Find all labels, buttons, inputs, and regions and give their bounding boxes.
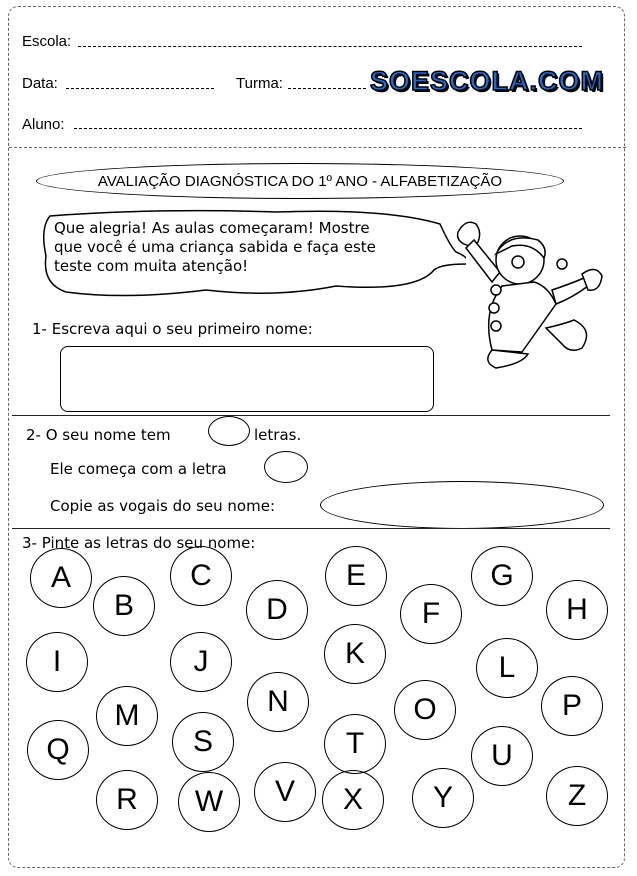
letter-circle-z[interactable]: Z	[546, 766, 608, 826]
question-2-vowels: Copie as vogais do seu nome:	[50, 497, 275, 515]
turma-label: Turma:	[236, 75, 283, 92]
letter-circle-h[interactable]: H	[546, 580, 608, 640]
letter-circle-s[interactable]: S	[172, 712, 234, 772]
vowels-oval[interactable]	[320, 481, 604, 529]
page-title: AVALIAÇÃO DIAGNÓSTICA DO 1º ANO - ALFABETIZAÇÃO	[97, 173, 503, 190]
letter-circle-g[interactable]: G	[471, 546, 533, 606]
divider-2	[12, 528, 610, 529]
letter-circle-n[interactable]: N	[247, 672, 309, 732]
letter-circle-r[interactable]: R	[96, 770, 158, 830]
letter-circle-m[interactable]: M	[96, 686, 158, 746]
letter-circle-x[interactable]: X	[322, 770, 384, 830]
letter-circle-v[interactable]: V	[254, 762, 316, 822]
escola-label: Escola:	[22, 33, 72, 50]
question-3: 3- Pinte as letras do seu nome:	[22, 534, 256, 552]
question-2-first-letter: Ele começa com a letra	[50, 460, 227, 478]
letter-circle-f[interactable]: F	[400, 584, 462, 644]
data-label: Data:	[22, 75, 58, 92]
letter-circle-u[interactable]: U	[471, 726, 533, 786]
letter-circle-j[interactable]: J	[170, 632, 232, 692]
aluno-field[interactable]	[74, 128, 582, 129]
letter-circle-p[interactable]: P	[541, 676, 603, 736]
clown-illustration	[452, 212, 612, 377]
letter-count-oval[interactable]	[208, 416, 250, 446]
letter-circle-q[interactable]: Q	[27, 720, 89, 780]
letter-circle-o[interactable]: O	[394, 680, 456, 740]
bubble-text	[54, 219, 424, 276]
name-box[interactable]	[60, 346, 434, 412]
question-2-part-a: 2- O seu nome tem	[26, 426, 171, 444]
bubble-line-2: que você é uma criança sabida e faça este	[54, 238, 376, 256]
bubble-line-1: Que alegria! As aulas começaram! Mostre	[54, 219, 370, 237]
letter-circle-c[interactable]: C	[170, 546, 232, 606]
escola-field[interactable]	[78, 46, 582, 47]
question-2-part-b: letras.	[254, 426, 302, 444]
letter-circle-b[interactable]: B	[93, 576, 155, 636]
soescola-logo: SOESCOLA.COM	[370, 66, 605, 96]
divider-1	[12, 415, 610, 416]
bubble-line-3: teste com muita atenção!	[54, 257, 249, 275]
letter-circle-i[interactable]: I	[26, 632, 88, 692]
first-letter-oval[interactable]	[264, 451, 308, 483]
data-field[interactable]	[66, 88, 214, 89]
question-1: 1- Escreva aqui o seu primeiro nome:	[32, 320, 313, 338]
letter-circle-y[interactable]: Y	[412, 768, 474, 828]
turma-field[interactable]	[288, 88, 366, 89]
header-divider	[9, 147, 626, 148]
letter-circle-w[interactable]: W	[178, 772, 240, 832]
letter-circle-l[interactable]: L	[476, 638, 538, 698]
letter-circle-e[interactable]: E	[325, 546, 387, 606]
letter-circle-t[interactable]: T	[324, 714, 386, 774]
letter-circle-d[interactable]: D	[246, 580, 308, 640]
aluno-label: Aluno:	[22, 116, 65, 133]
letter-circle-k[interactable]: K	[324, 624, 386, 684]
letter-circle-a[interactable]: A	[30, 548, 92, 608]
